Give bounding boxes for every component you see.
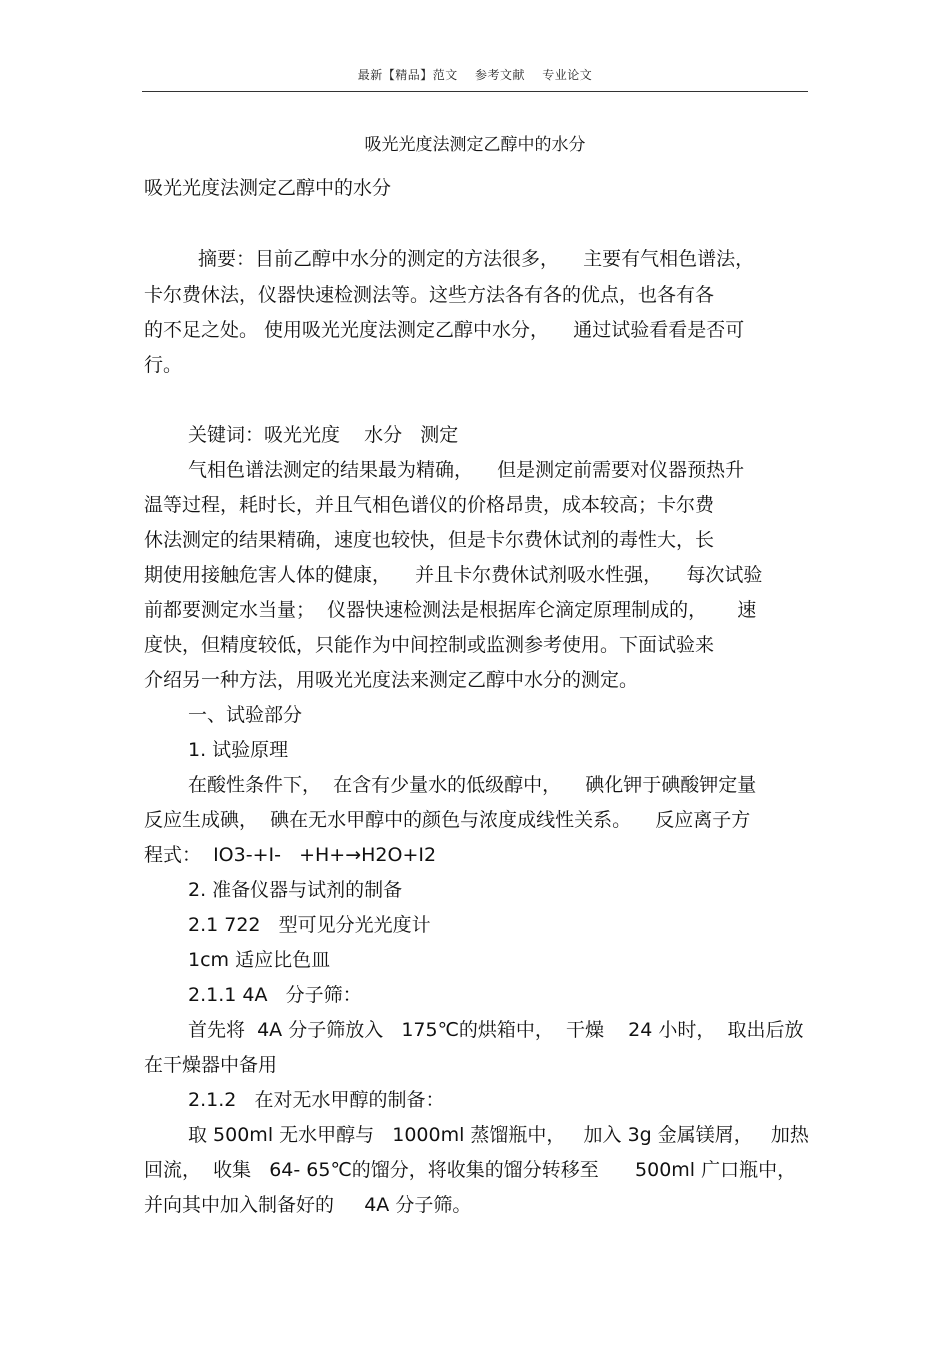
keywords-line: 关键词：吸光光度 水分 测定 [188,424,459,446]
body-line: 度快，但精度较低，只能作为中间控制或监测参考使用。下面试验来 [144,634,715,656]
item-heading: 2.1.2 在对无水甲醇的制备： [188,1089,445,1111]
body-line: 取 500ml 无水甲醇与 1000ml 蒸馏瓶中， 加入 3g 金属镁屑， 加热 [188,1124,809,1146]
body-line: 回流， 收集 64- 65℃的馏分，将收集的馏分转移至 500ml 广口瓶中， [144,1159,797,1181]
body-line: 温等过程，耗时长，并且气相色谱仪的价格昂贵，成本较高；卡尔费 [144,494,715,516]
document-title: 吸光光度法测定乙醇中的水分 [364,135,586,155]
body-line: 反应生成碘， 碘在无水甲醇中的颜色与浓度成线性关系。 反应离子方 [144,809,751,831]
item-line: 1cm 适应比色皿 [188,949,331,971]
body-line: 介绍另一种方法，用吸光光度法来测定乙醇中水分的测定。 [144,669,639,691]
body-line: 休法测定的结果精确，速度也较快，但是卡尔费休试剂的毒性大，长 [144,529,715,551]
abstract-line: 卡尔费休法，仪器快速检测法等。这些方法各有各的优点，也各有各 [144,284,715,306]
abstract-line: 的不足之处。 使用吸光光度法测定乙醇中水分， 通过试验看看是否可 [144,319,745,341]
item-heading: 2.1.1 4A 分子筛： [188,984,362,1006]
body-line: 前都要测定水当量； 仪器快速检测法是根据库仑滴定原理制成的， 速 [144,599,757,621]
abstract-line: 摘要：目前乙醇中水分的测定的方法很多， 主要有气相色谱法， [198,248,755,270]
document-subtitle: 吸光光度法测定乙醇中的水分 [144,177,392,199]
body-line: 并向其中加入制备好的 4A 分子筛。 [144,1194,472,1216]
running-header: 最新【精品】范文 参考文献 专业论文 [357,68,593,82]
body-line: 期使用接触危害人体的健康， 并且卡尔费休试剂吸水性强， 每次试验 [144,564,763,586]
body-line: 气相色谱法测定的结果最为精确， 但是测定前需要对仪器预热升 [188,459,745,481]
item-line: 2.1 722 型可见分光光度计 [188,914,431,936]
body-line: 在酸性条件下， 在含有少量水的低级醇中， 碘化钾于碘酸钾定量 [188,774,757,796]
equation-line: 程式： IO3-+I- +H+→H2O+I2 [144,844,437,866]
section-heading: 一、试验部分 [188,704,303,726]
subsection-heading: 1. 试验原理 [188,739,289,761]
body-line: 在干燥器中备用 [144,1054,278,1076]
subsection-heading: 2. 准备仪器与试剂的制备 [188,879,403,901]
header-divider [142,91,808,92]
body-line: 首先将 4A 分子筛放入 175℃的烘箱中， 干燥 24 小时， 取出后放 [188,1019,804,1041]
abstract-line: 行。 [144,354,183,376]
